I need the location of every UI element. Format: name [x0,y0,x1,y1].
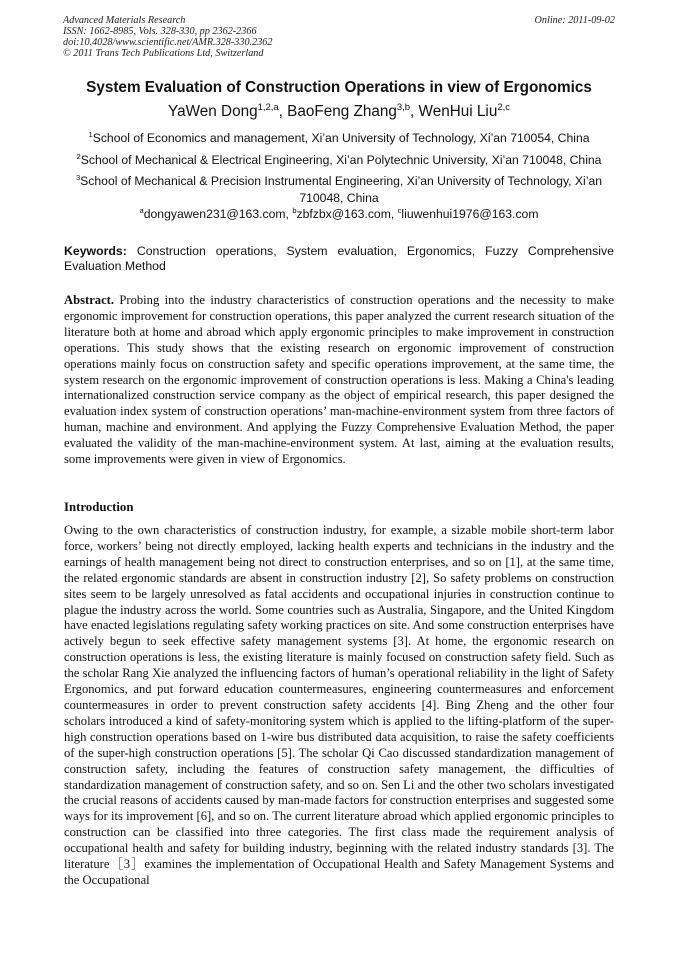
affiliation-3: $^3$School of Mechanical & Precision Instrumental Engineering, Xi’an University of Technology, Xi’an 710048, China [75,172,603,205]
email-link[interactable]: liuwenhui1976@163.com [401,207,539,221]
paper-title: System Evaluation of Construction Operations in view of Ergonomics [86,79,592,96]
journal-header [63,15,615,59]
author: BaoFeng Zhang$^{3,b}$, [287,101,419,120]
affiliation-2: $^2$School of Mechanical & Electrical Engineering, Xi’an Polytechnic University, Xi’an 710048, China [76,151,602,167]
doi-line: doi:10.4028/www.scientific.net/AMR.328-330.2362 [63,37,273,48]
affiliation-1: $^1$School of Economics and management, Xi’an University of Technology, Xi’an 710054, China [88,129,590,145]
journal-name: Advanced Materials Research [63,15,186,26]
abstract-text: Probing into the industry characteristics of construction operations and the necessity to make ergonomic improvement for construction operations, this paper analyzed the current research situation of the literature both at home and abroad which apply ergonomic principles to make improvement in construction operations. This study shows that the existing research on ergonomic improvement of construction operations mainly focus on construction safety and specific operations improvement, at the same time, the system research on the ergonomic improvement of construction operations is less. Making a China's leading internationalized construction service company as the object of empirical research, this paper designed the evaluation index system of construction operations’ man-machine-environment system from three factors of human, machine and environment. And applying the Fuzzy Comprehensive Evaluation Method, the paper evaluated the validity of the man-machine-environment system. At last, aiming at the evaluation results, some improvements were given in view of Ergonomics. [64,293,614,467]
issn-line: ISSN: 1662-8985, Vols. 328-330, pp 2362-2366 [63,26,257,37]
introduction-text: Owing to the own characteristics of construction industry, for example, a sizable mobile short-term labor force, workers’ being not directly employed, lacking health experts and technicians in the industry and the earnings of health management being not direct to construction enterprises, and so on [1], at the same time, the related ergonomic standards are absent in construction industry [2], So safety problems on construction sites seem to be largely unresolved as fatal accidents and occupational injuries in construction continue to plague the industry across the world. Some countries such as Australia, Singapore, and the United Kingdom have enacted legislations regulating safety working practices on site. And some construction enterprises have actively begun to seek effective safety management systems [3]. At home, the ergonomic research on construction operations is less, the existing literature is mainly focused on construction safety field. Such as the scholar Rang Xie analyzed the influencing factors of human’s operational reliability in the light of Safety Ergonomics, and put forward education countermeasures, engineering countermeasures and enforcement countermeasures in order to prevent construction safety accidents [4]. Bing Zheng and the other four scholars introduced a kind of safety-monitoring system which is applied to the lifting-platform of the super-high construction operations based on 1-wire bus distributed data acquisition, to raise the safety coefficients of the super-high construction operations [5]. The scholar Qi Cao discussed standardization management of construction safety, including the features of construction safety management, the difficulties of standardization management of construction safety, and so on. Sen Li and the other two scholars investigated the crucial reasons of accidents caused by man-made factors for construction enterprises and suggested some ways for its improvement [6], and so on. The current literature abroad which applied ergonomic principles to construction can be classified into three categories. The first class made the requirement analysis of occupational health and safety for building industry, beginning with the related industry standards [3]. The literature［3］examines the implementation of Occupational Health and Safety Management Systems and the Occupational [64,523,614,887]
author-list [40,103,638,121]
keywords-label: Keywords: [64,244,127,258]
abstract [64,293,614,468]
section-heading-introduction: Introduction [64,500,134,514]
email-link[interactable]: dongyawen231@163.com [143,207,286,221]
online-date: Online: 2011-09-02 [534,15,615,26]
email-link[interactable]: zbfzbx@163.com [296,207,391,221]
author: YaWen Dong$^{1,2,a}$, [168,101,288,120]
keywords [64,244,614,274]
author: WenHui Liu$^{2,c}$ [418,101,510,120]
author-emails: $^a$dongyawen231@163.com, $^b$zbfzbx@163.com, $^c$liuwenhui1976@163.com [139,205,539,221]
copyright-line: © 2011 Trans Tech Publications Ltd, Switzerland [63,48,264,59]
keywords-text: Construction operations, System evaluation, Ergonomics, Fuzzy Comprehensive Evaluation Method [64,244,614,273]
abstract-label: Abstract. [64,293,115,307]
